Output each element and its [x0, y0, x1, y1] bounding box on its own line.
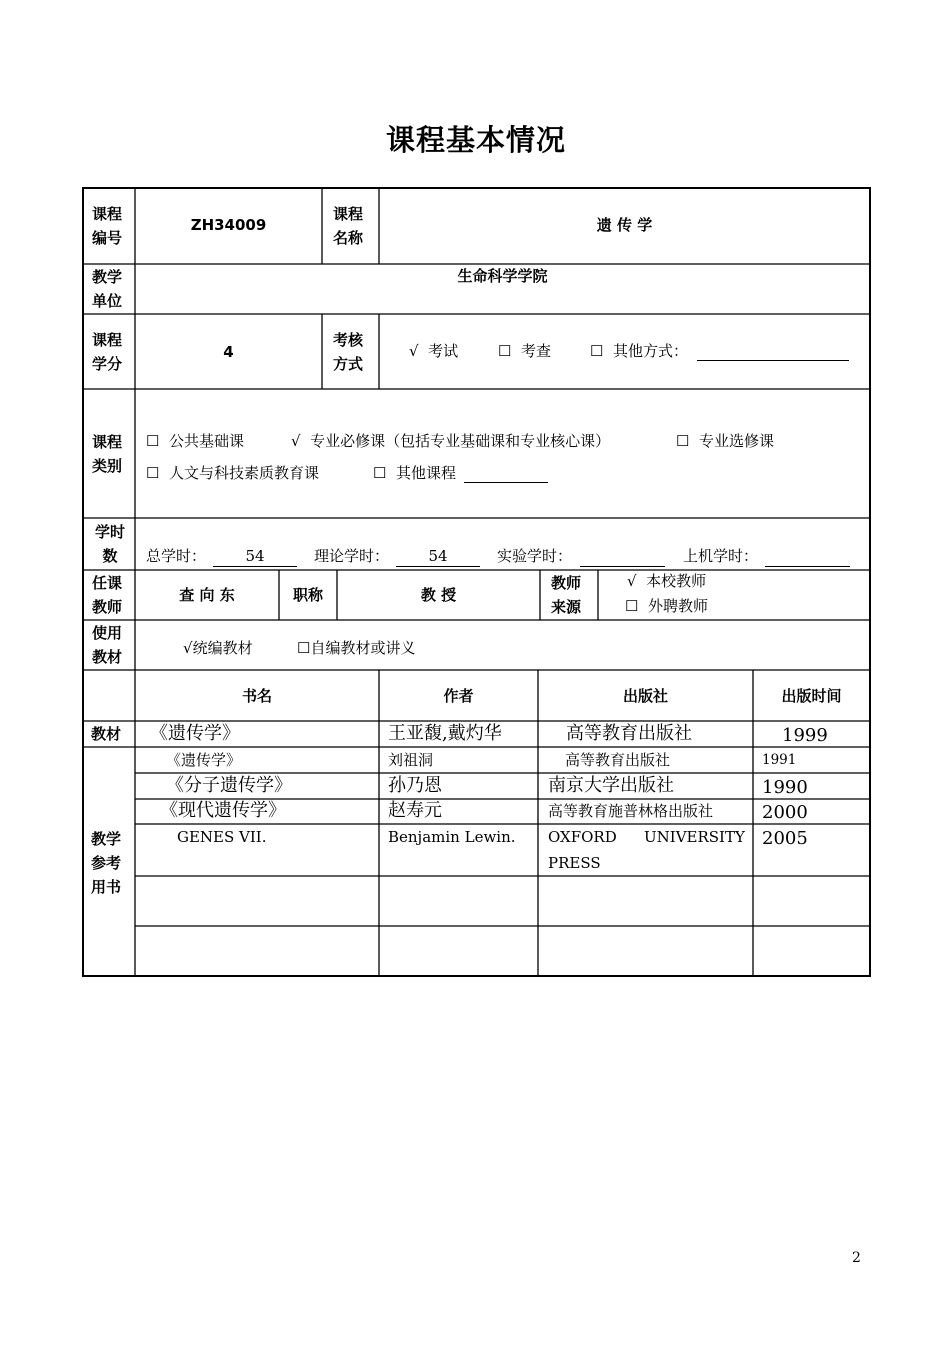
- reference-year: 2000: [762, 802, 808, 823]
- category-public-label: 公共基础课: [169, 432, 245, 450]
- assessment-exam-label: 考试: [428, 342, 459, 360]
- assessment-label: 考核方式: [333, 331, 364, 373]
- header-year: 出版时间: [781, 687, 842, 705]
- lab-hours-label: 实验学时：: [497, 547, 573, 565]
- category-elective-label: 专业选修课: [699, 432, 775, 450]
- reference-title: 《现代遗传学》: [160, 800, 286, 821]
- page-title: 课程基本情况: [385, 123, 566, 157]
- teacher-source-external-label: 外聘教师: [648, 597, 709, 615]
- teacher-source-label: 教师来源: [551, 574, 582, 616]
- theory-hours-value[interactable]: 54: [428, 547, 448, 565]
- checkbox-icon: ☐: [146, 432, 160, 450]
- computer-hours-label: 上机学时：: [683, 547, 759, 565]
- total-hours-underline: [213, 566, 297, 567]
- materials-self-label: 自编教材或讲义: [310, 639, 416, 657]
- reference-author: Benjamin Lewin.: [388, 828, 516, 846]
- materials-label: 使用教材: [92, 624, 123, 666]
- course-name: 遗 传 学: [596, 216, 653, 234]
- reference-year: 1990: [762, 777, 808, 798]
- category-option-other[interactable]: [373, 466, 456, 481]
- category-required-label: 专业必修课（包括专业基础课和专业核心课）: [310, 432, 611, 450]
- teacher-label: 任课教师: [92, 574, 123, 616]
- checkbox-icon: ☐: [676, 432, 690, 450]
- checkbox-icon: ☐: [297, 639, 311, 657]
- unit-value: 生命科学学院: [457, 267, 548, 285]
- hours-label: 学时数: [94, 523, 125, 565]
- reference-year: 2005: [762, 828, 808, 849]
- textbook-year: 1999: [782, 725, 828, 746]
- header-author: 作者: [443, 687, 474, 705]
- credit-label: 课程学分: [92, 331, 123, 373]
- teacher-title-label: 职称: [292, 586, 323, 604]
- course-code-label: 课程编号: [92, 205, 123, 247]
- category-other-blank[interactable]: [464, 482, 548, 483]
- course-name-label: 课程名称: [333, 205, 364, 247]
- reference-title: GENES VII.: [177, 828, 267, 846]
- computer-hours-underline: [765, 566, 850, 567]
- theory-hours-label: 理论学时：: [314, 547, 390, 565]
- assessment-other-label: 其他方式：: [613, 342, 689, 360]
- reference-title: 《遗传学》: [166, 751, 242, 769]
- reference-publisher: 高等教育施普林格出版社: [548, 802, 714, 820]
- checkbox-icon: ☐: [498, 342, 512, 360]
- category-option-elective[interactable]: [676, 434, 774, 449]
- reference-author: 刘祖洞: [388, 751, 434, 769]
- theory-hours-underline: [396, 566, 480, 567]
- checkbox-icon: ☐: [373, 464, 387, 482]
- category-option-required[interactable]: [291, 434, 610, 449]
- category-option-public[interactable]: [146, 434, 244, 449]
- reference-books-label: 教学参考用书: [91, 830, 122, 896]
- category-other-label: 其他课程: [396, 464, 457, 482]
- textbook-author: 王亚馥,戴灼华: [388, 723, 502, 744]
- category-label: 课程类别: [92, 433, 123, 475]
- category-humanities-label: 人文与科技素质教育课: [169, 464, 320, 482]
- check-mark-icon: √: [291, 432, 301, 450]
- textbook-publisher: 高等教育出版社: [566, 723, 692, 744]
- reference-publisher-line2: PRESS: [548, 854, 601, 872]
- reference-title: 《分子遗传学》: [166, 775, 292, 796]
- assessment-option-other[interactable]: [590, 344, 688, 359]
- reference-author: 赵寿元: [388, 800, 442, 821]
- checkbox-icon: ☐: [590, 342, 604, 360]
- reference-publisher: 高等教育出版社: [565, 751, 671, 769]
- textbook-title: 《遗传学》: [150, 723, 240, 744]
- reference-author: 孙乃恩: [388, 775, 442, 796]
- checkbox-icon: ☐: [146, 464, 160, 482]
- materials-option-self[interactable]: [297, 641, 415, 656]
- unit-label: 教学单位: [92, 268, 123, 310]
- teacher-source-internal-label: 本校教师: [646, 572, 707, 590]
- assessment-other-blank[interactable]: [697, 360, 849, 361]
- check-mark-icon: √: [409, 342, 419, 360]
- reference-publisher-line1b: UNIVERSITY: [644, 828, 745, 846]
- teacher-source-external[interactable]: [625, 599, 708, 614]
- total-hours-value[interactable]: 54: [245, 547, 265, 565]
- lab-hours-underline: [580, 566, 665, 567]
- teacher-title: 教 授: [420, 586, 457, 604]
- assessment-option-check[interactable]: [498, 344, 551, 359]
- materials-option-standard[interactable]: [183, 641, 253, 656]
- reference-publisher: 南京大学出版社: [548, 775, 674, 796]
- checkbox-icon: ☐: [625, 597, 639, 615]
- header-publisher: 出版社: [622, 687, 668, 705]
- assessment-option-exam[interactable]: [409, 344, 458, 359]
- category-option-humanities[interactable]: [146, 466, 319, 481]
- header-title: 书名: [241, 687, 272, 705]
- reference-publisher-line1: OXFORD: [548, 828, 617, 846]
- total-hours-label: 总学时：: [146, 547, 207, 565]
- teacher-source-internal[interactable]: [627, 574, 706, 589]
- page-number: 2: [852, 1250, 861, 1266]
- reference-year: 1991: [762, 752, 797, 768]
- teacher-name: 查 向 东: [179, 586, 235, 604]
- credit-value: 4: [223, 343, 234, 361]
- check-mark-icon: √: [627, 572, 637, 590]
- textbook-label: 教材: [91, 725, 122, 743]
- course-code: ZH34009: [190, 216, 267, 234]
- materials-standard-label: 统编教材: [192, 639, 253, 657]
- assessment-check-label: 考查: [521, 342, 552, 360]
- check-mark-icon: √: [183, 639, 193, 657]
